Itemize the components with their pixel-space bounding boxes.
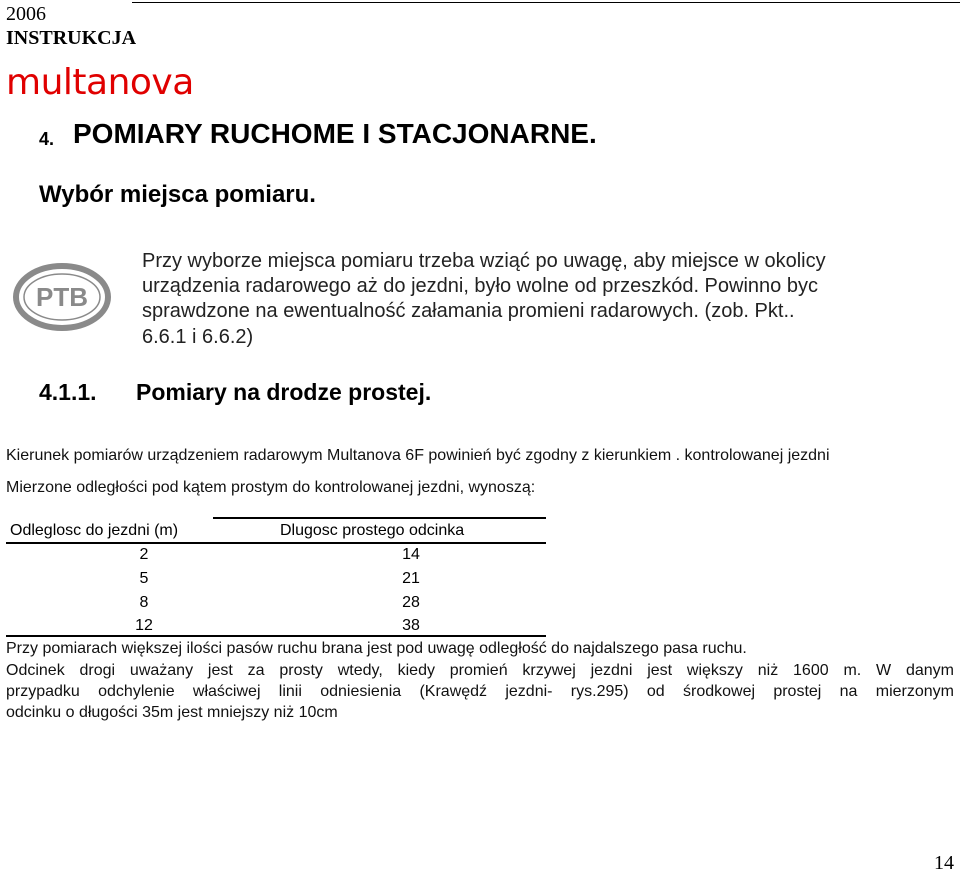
section-number: 4. xyxy=(39,129,55,149)
subsection-number: 4.1.1. xyxy=(39,379,97,405)
ptb-logo-text: PTB xyxy=(36,282,88,312)
subsection-title: Wybór miejsca pomiaru. xyxy=(39,181,316,208)
table-cell: 12 xyxy=(135,617,153,634)
header-year: 2006 xyxy=(6,3,46,25)
page-number: 14 xyxy=(934,852,954,874)
table-cell: 21 xyxy=(402,570,420,587)
table-rule xyxy=(6,542,546,544)
subsection-title: Pomiary na drodze prostej. xyxy=(136,379,432,405)
table-cell: 38 xyxy=(402,617,420,634)
table-cell: 5 xyxy=(139,570,149,587)
header-doc-type: INSTRUKCJA xyxy=(6,27,137,49)
table-rule xyxy=(213,517,546,519)
intro-line: 6.6.1 i 6.6.2) xyxy=(142,326,254,348)
paragraph: Kierunek pomiarów urządzeniem radarowym Multanova 6F powinień być zgodny z kierunkiem . kontrolowanej jezdni xyxy=(6,447,830,464)
table-header-distance: Odleglosc do jezdni (m) xyxy=(10,522,179,539)
table-rule xyxy=(6,635,546,637)
section-title: POMIARY RUCHOME I STACJONARNE. xyxy=(73,118,597,149)
table-cell: 2 xyxy=(139,546,149,563)
intro-line: sprawdzone na ewentualność załamania promieni radarowych. (zob. Pkt.. xyxy=(142,300,795,322)
header-rule xyxy=(132,2,960,3)
note-line: Odcinek drogi uważany jest za prosty wtedy, kiedy promień krzywej jezdni jest większy niż 1600 m. W danym xyxy=(6,662,954,679)
intro-line: Przy wyborze miejsca pomiaru trzeba wziąć po uwagę, aby miejsce w okolicy xyxy=(142,250,826,272)
paragraph: Mierzone odległości pod kątem prostym do kontrolowanej jezdni, wynoszą: xyxy=(6,479,536,496)
table-header-length: Dlugosc prostego odcinka xyxy=(280,522,465,539)
table-cell: 8 xyxy=(139,594,149,611)
intro-line: urządzenia radarowego aż do jezdni, było wolne od przeszkód. Powinno byc xyxy=(142,275,818,297)
note-line: Przy pomiarach większej ilości pasów ruchu brana jest pod uwagę odległość do najdalszego pasa ruchu. xyxy=(6,640,747,657)
note-line: przypadku odchylenie właściwej linii odniesienia (Krawędź jezdni- rys.295) od środkowej prostej na mierzonym xyxy=(6,683,954,700)
table-cell: 14 xyxy=(402,546,420,563)
note-line: odcinku o długości 35m jest mniejszy niż 10cm xyxy=(6,704,338,721)
ptb-logo xyxy=(12,262,112,332)
brand-logo-text: multanova xyxy=(6,62,194,103)
table-cell: 28 xyxy=(402,594,420,611)
